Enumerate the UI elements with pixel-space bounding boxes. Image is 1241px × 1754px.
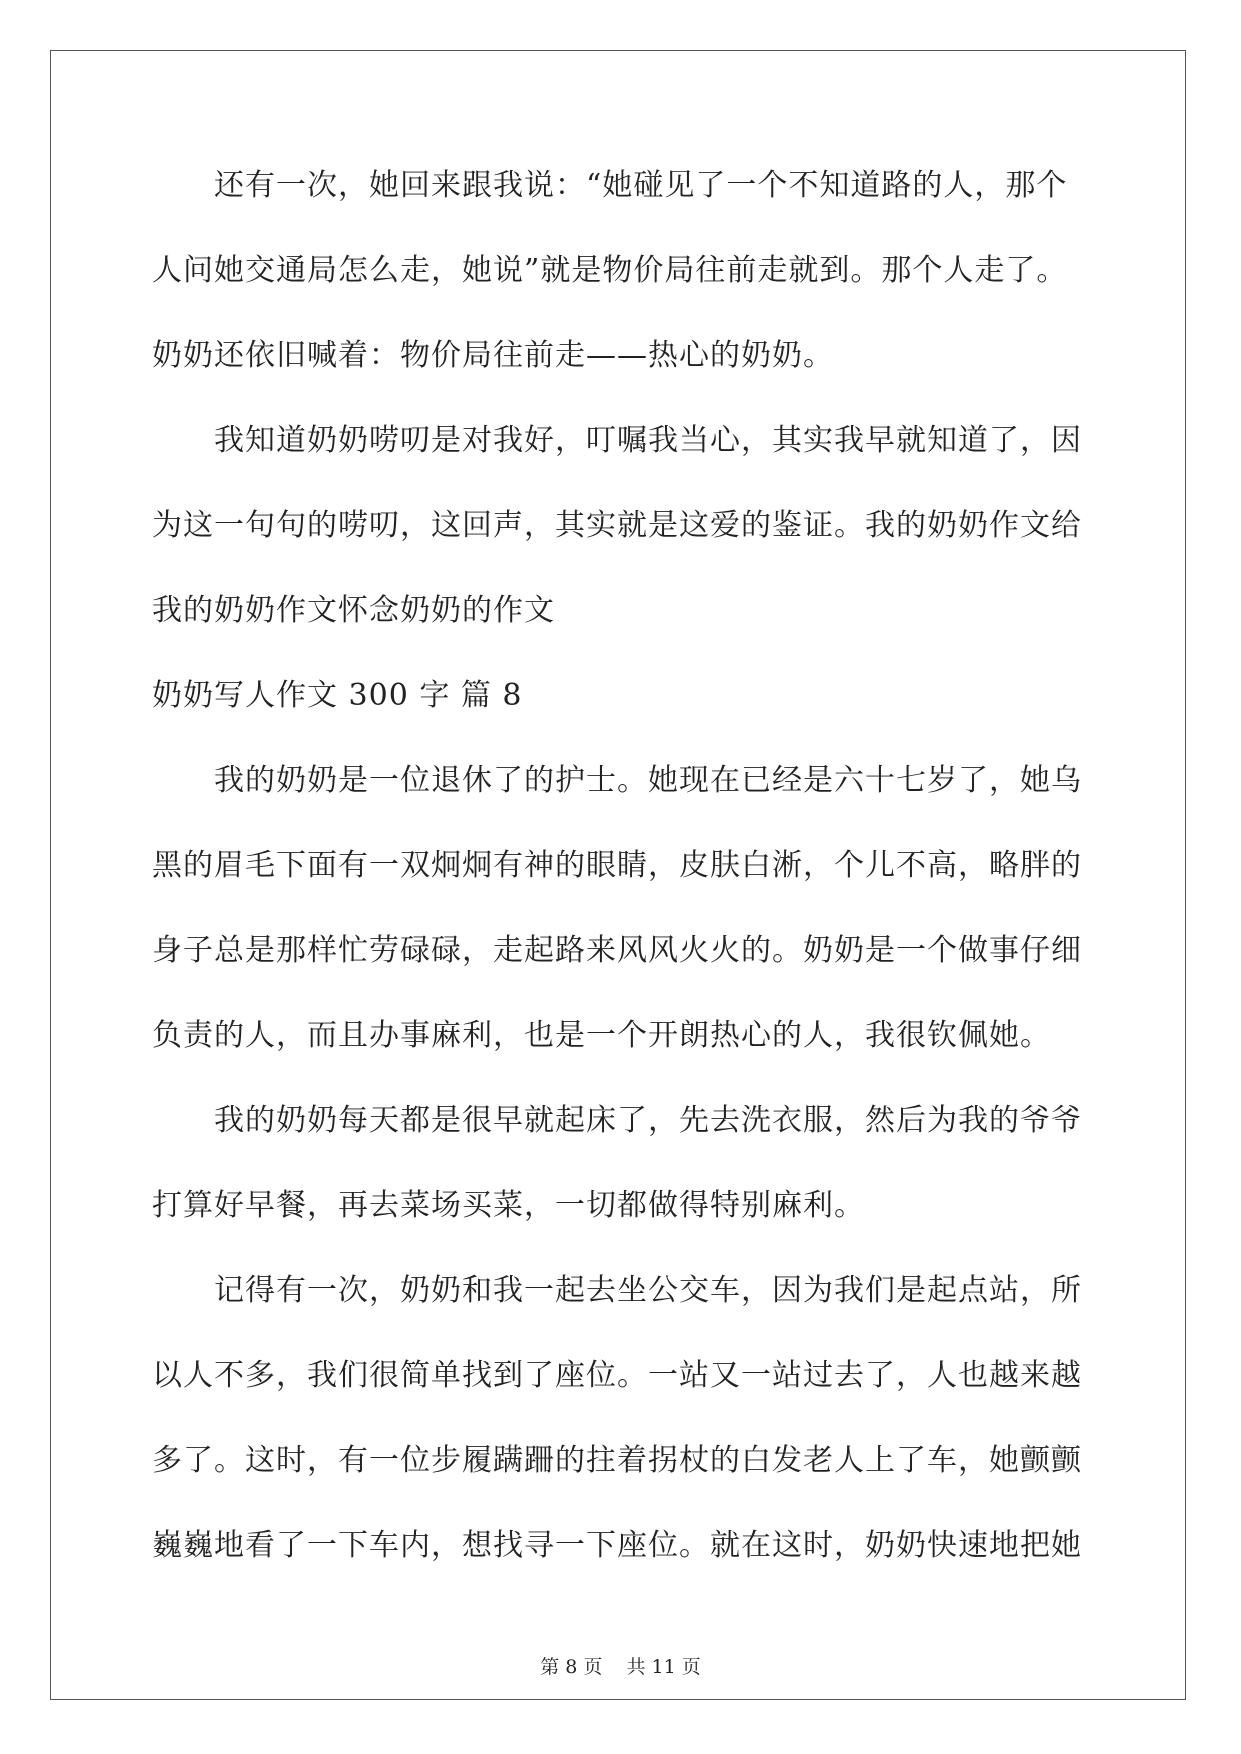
paragraph-line: 奶奶还依旧喊着：物价局往前走——热心的奶奶。 [152, 338, 834, 373]
section-heading: 奶奶写人作文 300 字 篇 8 [152, 678, 523, 713]
paragraph-line: 我的奶奶作文怀念奶奶的作文 [152, 593, 555, 628]
paragraph-line: 还有一次，她回来跟我说：“她碰见了一个不知道路的人，那个 [214, 168, 1068, 203]
page-number: 第 8 页 [540, 1656, 603, 1678]
paragraph-line: 打算好早餐，再去菜场买菜，一切都做得特别麻利。 [152, 1188, 865, 1223]
paragraph-line: 记得有一次，奶奶和我一起去坐公交车，因为我们是起点站，所 [214, 1273, 1082, 1308]
paragraph-line: 以人不多，我们很简单找到了座位。一站又一站过去了，人也越来越 [152, 1358, 1082, 1393]
paragraph-line: 多了。这时，有一位步履蹒跚的拄着拐杖的白发老人上了车，她颤颤 [152, 1443, 1082, 1478]
paragraph-line: 我的奶奶每天都是很早就起床了，先去洗衣服，然后为我的爷爷 [214, 1103, 1082, 1138]
page-footer [0, 1652, 1241, 1679]
paragraph-line: 为这一句句的唠叨，这回声，其实就是这爱的鉴证。我的奶奶作文给 [152, 508, 1082, 543]
paragraph-line: 负责的人，而且办事麻利，也是一个开朗热心的人，我很钦佩她。 [152, 1018, 1051, 1053]
document-body [152, 160, 1090, 1605]
paragraph-line: 我知道奶奶唠叨是对我好，叮嘱我当心，其实我早就知道了，因 [214, 423, 1082, 458]
paragraph-line: 我的奶奶是一位退休了的护士。她现在已经是六十七岁了，她乌 [214, 763, 1082, 798]
paragraph-line: 人问她交通局怎么走，她说”就是物价局往前走就到。那个人走了。 [152, 253, 1068, 288]
paragraph-line: 巍巍地看了一下车内，想找寻一下座位。就在这时，奶奶快速地把她 [152, 1528, 1082, 1563]
paragraph-line: 身子总是那样忙劳碌碌，走起路来风风火火的。奶奶是一个做事仔细 [152, 933, 1082, 968]
paragraph-line: 黑的眉毛下面有一双炯炯有神的眼睛，皮肤白淅，个儿不高，略胖的 [152, 848, 1082, 883]
page-total: 共 11 页 [626, 1656, 701, 1678]
